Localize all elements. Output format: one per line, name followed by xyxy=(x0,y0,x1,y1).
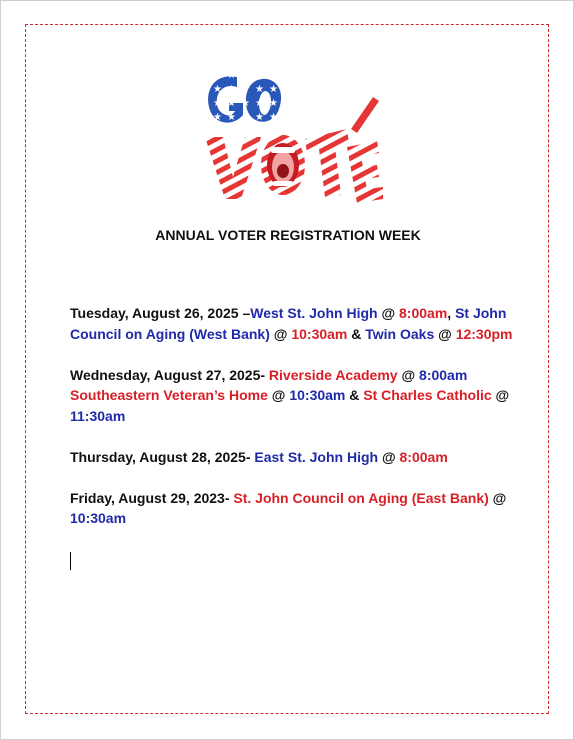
event-paragraph xyxy=(70,303,520,344)
text-cursor xyxy=(70,552,71,570)
event-text-segment: @ xyxy=(488,489,507,506)
event-text-segment: @ xyxy=(491,387,510,403)
event-text-segment: @ xyxy=(269,325,292,342)
event-text-segment: @ xyxy=(397,366,420,383)
event-text-segment: 10:30am xyxy=(289,387,346,403)
event-text-segment: 8:00am xyxy=(399,305,448,321)
event-text-segment: 11:30am xyxy=(70,407,126,424)
event-text-segment: St John Council on Aging (West Bank) xyxy=(70,305,507,342)
event-text-segment: Friday, August 29, 2023- xyxy=(70,489,234,506)
event-text-segment: & xyxy=(347,325,366,342)
event-text-segment: 10:30am xyxy=(70,510,127,526)
event-text-segment: 8:00am xyxy=(399,448,448,465)
document-heading: ANNUAL VOTER REGISTRATION WEEK xyxy=(155,227,421,243)
event-text-segment: Thursday, August 28, 2025- xyxy=(70,448,255,465)
event-text-segment: Twin Oaks xyxy=(365,325,435,342)
go-vote-logo xyxy=(197,67,385,205)
event-text-segment: Southeastern Veteran’s Home xyxy=(70,387,268,403)
event-text-segment: @ xyxy=(434,325,456,342)
event-text-segment: 10:30am xyxy=(291,325,348,342)
event-list xyxy=(70,303,520,549)
event-text-segment: @ xyxy=(377,305,400,321)
event-text-segment: St. John Council on Aging (East Bank) xyxy=(233,489,489,506)
event-text-segment: West St. John High xyxy=(250,305,378,321)
event-text-segment: Wednesday, August 27, 2025- xyxy=(70,366,269,383)
event-paragraph xyxy=(70,488,520,529)
event-text-segment: @ xyxy=(378,448,400,465)
event-paragraph xyxy=(70,365,520,427)
go-letters xyxy=(208,76,281,122)
event-text-segment: 8:00am xyxy=(419,366,468,383)
event-text-segment: @ xyxy=(267,387,290,403)
event-text-segment: 12:30pm xyxy=(455,325,513,342)
event-text-segment: & xyxy=(345,387,364,403)
event-text-segment: East St. John High xyxy=(254,448,379,465)
event-text-segment: Tuesday, August 26, 2025 – xyxy=(70,305,251,321)
event-text-segment: Riverside Academy xyxy=(268,366,398,383)
event-text-segment: , xyxy=(447,305,456,321)
shouting-mouth-icon xyxy=(267,143,299,187)
event-paragraph xyxy=(70,447,520,468)
event-text-segment: St Charles Catholic xyxy=(363,387,492,403)
